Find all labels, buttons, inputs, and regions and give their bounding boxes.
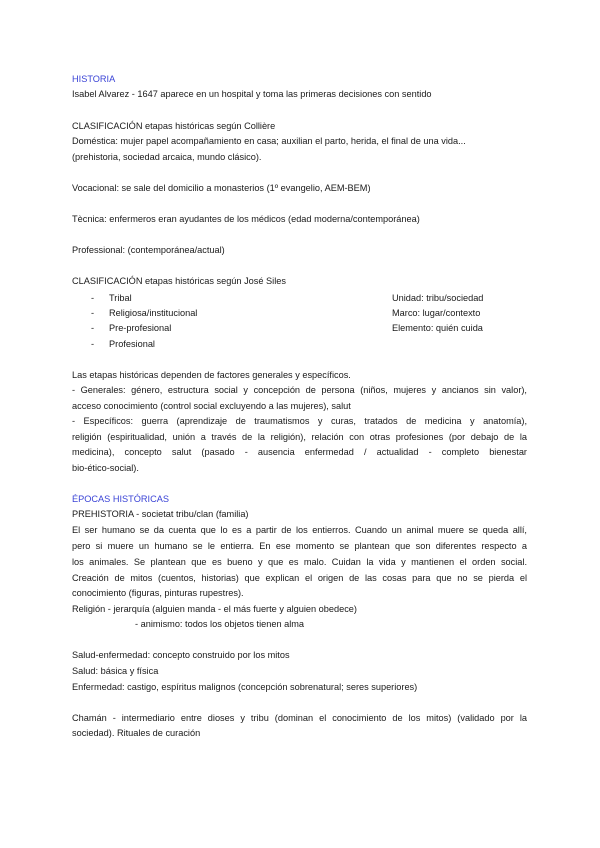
siles-stage-religiosa: Religiosa/institucional <box>109 308 198 318</box>
siles-stage-profesional: Profesional <box>109 339 155 349</box>
generales-line-1: - Generales: género, estructura social y concepción de persona (niños, mujeres y ancianos sin valor), <box>72 385 527 395</box>
prehistoria-paragraph-line-2: pero si muere un humano se le entierra. En ese momento se plantean que son diferentes respecto a <box>72 541 527 551</box>
especificos-line-3: medicina), concepto salut (pasado - ausencia enfermedad / actualidad - completo bienestar <box>72 447 527 457</box>
especificos-line-1: - Específicos: guerra (aprendizaje de traumatismos y curas, tratados de medicina y anatomía), <box>72 416 527 426</box>
domestica-line-2: (prehistoria, sociedad arcaica, mundo clásico). <box>72 152 262 162</box>
siles-note-marco: Marco: lugar/contexto <box>392 308 481 318</box>
chaman-line-2: sociedad). Rituales de curación <box>72 728 201 738</box>
chaman-line-1: Chamán - intermediario entre dioses y tribu (dominan el conocimiento de los mitos) (validado por la <box>72 713 527 723</box>
epocas-heading: ÉPOCAS HISTÓRICAS <box>72 494 169 504</box>
list-bullet: - <box>91 339 95 349</box>
enfermedad-line: Enfermedad: castigo, espíritus malignos (concepción sobrenatural; seres superiores) <box>72 682 418 692</box>
tecnica-line: Tècnica: enfermeros eran ayudantes de los médicos (edad moderna/contemporánea) <box>72 214 420 224</box>
siles-note-unidad: Unidad: tribu/sociedad <box>392 293 484 303</box>
domestica-line-1: Doméstica: mujer papel acompañamiento en casa; auxilian el parto, herida, el final de una vida... <box>72 136 466 146</box>
siles-stage-preprofesional: Pre-profesional <box>109 323 172 333</box>
list-bullet: - <box>91 323 95 333</box>
prehistoria-paragraph-line-1: El ser humano se da cuenta que lo es a partir de los entierros. Cuando un animal muere se queda allí, <box>72 525 527 535</box>
list-bullet: - <box>91 308 95 318</box>
siles-note-elemento: Elemento: quién cuida <box>392 323 483 333</box>
prehistoria-paragraph-line-3: los animales. Se plantean que es bueno y que es malo. Cuidan la vida y mantienen el orden social. <box>72 557 527 567</box>
historia-heading: HISTORIA <box>72 74 116 84</box>
salud-line: Salud: básica y física <box>72 666 159 676</box>
siles-stage-tribal: Tribal <box>109 293 132 303</box>
siles-title: CLASIFICACIÓN etapas históricas según José Siles <box>72 276 286 286</box>
prehistoria-paragraph-line-4: Creación de mitos (cuentos, historias) que explican el origen de las cosas para que no se pierda el <box>72 573 527 583</box>
religion-line-2: - animismo: todos los objetos tienen alma <box>135 619 305 629</box>
colliere-title: CLASIFICACIÓN etapas históricas según Collière <box>72 121 276 131</box>
vocacional-line: Vocacional: se sale del domicilio a monasterios (1º evangelio, AEM-BEM) <box>72 183 371 193</box>
factores-intro: Las etapas históricas dependen de factores generales y específicos. <box>72 370 351 380</box>
list-bullet: - <box>91 293 95 303</box>
prehistoria-paragraph-line-5: conocimiento (figuras, pinturas rupestres). <box>72 588 244 598</box>
prehistoria-subheading: PREHISTORIA - societat tribu/clan (familia) <box>72 509 249 519</box>
especificos-line-2: religión (espiritualidad, unión a través de la religión), relación con otras profesiones (por debajo de la <box>72 432 527 442</box>
salud-enfermedad-line: Salud-enfermedad: concepto construido por los mitos <box>72 650 290 660</box>
historia-line: Isabel Alvarez - 1647 aparece en un hospital y toma las primeras decisiones con sentido <box>72 89 432 99</box>
especificos-line-4: bio-ético-social). <box>72 463 139 473</box>
generales-line-2: acceso conocimiento (control social excluyendo a las mujeres), salut <box>72 401 351 411</box>
professional-line: Professional: (contemporánea/actual) <box>72 245 225 255</box>
religion-line-1: Religión - jerarquía (alguien manda - el más fuerte y alguien obedece) <box>72 604 357 614</box>
